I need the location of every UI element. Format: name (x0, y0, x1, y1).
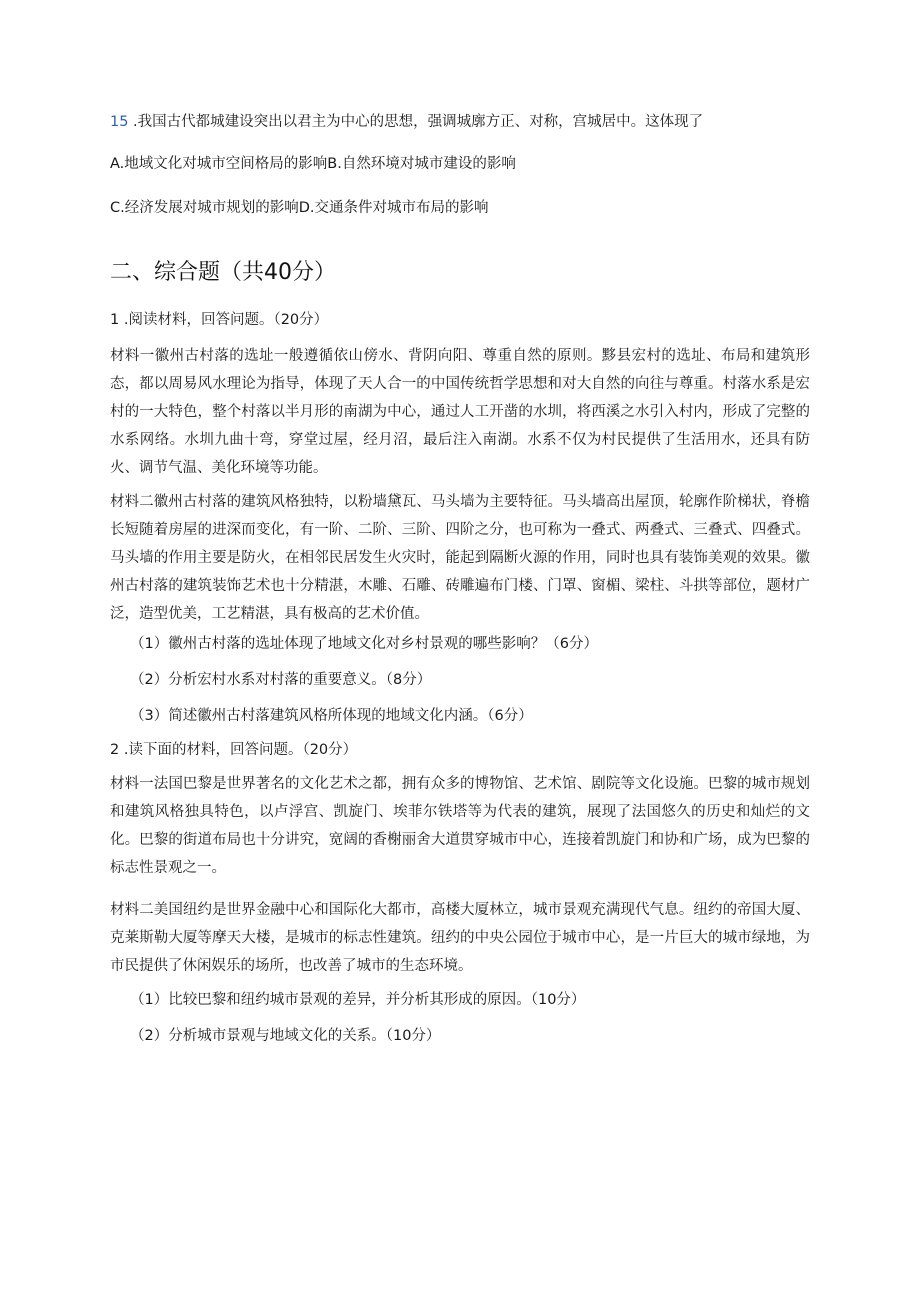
section-2-heading: 二、综合题（共40分） (110, 260, 336, 285)
question-2-material-1: 材料一法国巴黎是世界著名的文化艺术之都，拥有众多的博物馆、艺术馆、剧院等文化设施。巴黎的城市规划和建筑风格独具特色，以卢浮宫、凯旋门、埃菲尔铁塔等为代表的建筑，展现了法国悠久的历史和灿烂的文化。巴黎的街道布局也十分讲究，宽阔的香榭丽舍大道贯穿城市中心，连接着凯旋门和协和广场，成为巴黎的标志性景观之一。 (110, 776, 810, 876)
question-15-options-cd: C.经济发展对城市规划的影响D.交通条件对城市布局的影响 (110, 200, 489, 216)
question-15-text: .我国古代都城建设突出以君主为中心的思想，强调城廓方正、对称，宫城居中。这体现了 (128, 114, 704, 130)
question-2-title: 2 .读下面的材料，回答问题。（20分） (110, 742, 358, 758)
question-1-sub-3: （3）简述徽州古村落建筑风格所体现的地域文化内涵。（6分） (130, 708, 533, 724)
question-2-material-2: 材料二美国纽约是世界金融中心和国际化大都市，高楼大厦林立，城市景观充满现代气息。纽约的帝国大厦、克莱斯勒大厦等摩天大楼，是城市的标志性建筑。纽约的中央公园位于城市中心，是一片巨大的城市绿地，为市民提供了休闲娱乐的场所，也改善了城市的生态环境。 (110, 902, 810, 974)
question-1-sub-1: （1）徽州古村落的选址体现了地域文化对乡村景观的哪些影响？（6分） (130, 636, 598, 652)
question-1-material-2: 材料二徽州古村落的建筑风格独特，以粉墙黛瓦、马头墙为主要特征。马头墙高出屋顶，轮廓作阶梯状，脊檐长短随着房屋的进深而变化，有一阶、二阶、三阶、四阶之分，也可称为一叠式、两叠式、三叠式、四叠式。马头墙的作用主要是防火，在相邻民居发生火灾时，能起到隔断火源的作用，同时也具有装饰美观的效果。徽州古村落的建筑装饰艺术也十分精湛，木雕、石雕、砖雕遍布门楼、门罩、窗楣、梁柱、斗拱等部位，题材广泛，造型优美，工艺精湛，具有极高的艺术价值。 (110, 494, 810, 622)
question-1-sub-2: （2）分析宏村水系对村落的重要意义。（8分） (130, 672, 432, 688)
question-15-stem (110, 112, 703, 132)
question-2-sub-1: （1）比较巴黎和纽约城市景观的差异，并分析其形成的原因。（10分） (130, 992, 586, 1008)
question-1-material-1: 材料一徽州古村落的选址一般遵循依山傍水、背阴向阳、尊重自然的原则。黟县宏村的选址、布局和建筑形态，都以周易风水理论为指导，体现了天人合一的中国传统哲学思想和对大自然的向往与尊重。村落水系是宏村的一大特色，整个村落以半月形的南湖为中心，通过人工开凿的水圳，将西溪之水引入村内，形成了完整的水系网络。水圳九曲十弯，穿堂过屋，经月沼，最后注入南湖。水系不仅为村民提供了生活用水，还具有防火、调节气温、美化环境等功能。 (110, 348, 810, 476)
question-15-options-ab: A.地域文化对城市空间格局的影响B.自然环境对城市建设的影响 (110, 156, 516, 172)
question-2-sub-2: （2）分析城市景观与地域文化的关系。（10分） (130, 1028, 441, 1044)
question-1-title: 1 .阅读材料，回答问题。（20分） (110, 312, 329, 328)
question-15-number: 15 (110, 114, 129, 130)
